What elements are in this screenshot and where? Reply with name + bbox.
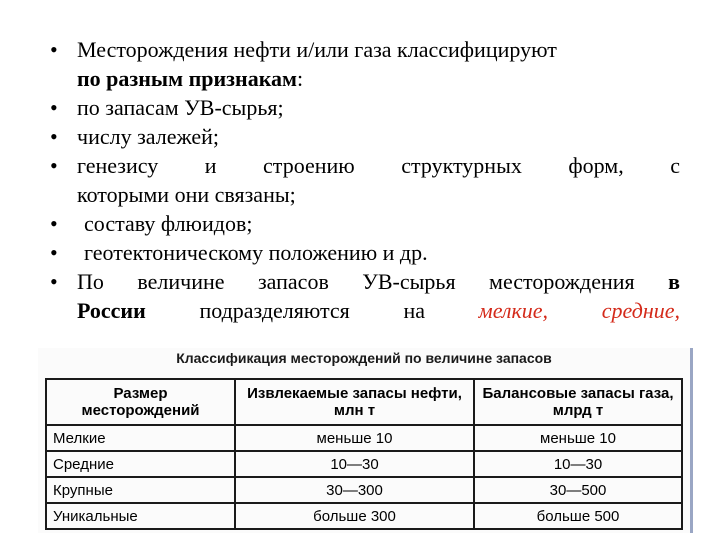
list-item-text: генезису и строению структурных форм, с (77, 153, 680, 178)
header-gas-reserves: Балансовые запасы газа, млрд т (474, 379, 682, 425)
list-item (40, 267, 680, 325)
table-row (46, 451, 682, 477)
bullet-icon: • (50, 211, 58, 236)
list-item-bold: России (77, 298, 146, 323)
cell-size: Уникальные (46, 503, 235, 529)
bullet-icon: • (50, 37, 58, 62)
cell-gas: 10—30 (474, 451, 682, 477)
list-item (40, 93, 680, 122)
classification-table-figure (38, 348, 693, 533)
table-row (46, 503, 682, 529)
list-item-text: подразделяются на (199, 298, 425, 323)
cell-oil: 30—300 (235, 477, 474, 503)
list-item (40, 122, 680, 151)
cell-oil: меньше 10 (235, 425, 474, 451)
list-item-text: геотектоническому положению и др. (84, 240, 428, 265)
cell-oil: больше 300 (235, 503, 474, 529)
list-item-text: Месторождения нефти и/или газа классифицируют (77, 37, 557, 62)
list-item-text: : (297, 66, 304, 91)
list-item-line (77, 296, 680, 325)
cell-size: Средние (46, 451, 235, 477)
highlight-text: мелкие, средние, (478, 298, 681, 323)
list-item-text: которыми они связаны; (77, 182, 296, 207)
header-oil-reserves: Извлекаемые запасы нефти, млн т (235, 379, 474, 425)
list-item-line (77, 267, 680, 296)
list-item-bold: по разным признакам (77, 66, 298, 91)
list-item-text: по запасам УВ-сырья; (77, 95, 284, 120)
list-item (40, 151, 680, 209)
cell-oil: 10—30 (235, 451, 474, 477)
table-header-row (46, 379, 682, 425)
cell-gas: меньше 10 (474, 425, 682, 451)
table-caption: Классификация месторождений по величине запасов (176, 350, 552, 366)
bullet-icon: • (50, 269, 58, 294)
list-item (40, 209, 680, 238)
list-item-text: составу флюидов; (84, 211, 253, 236)
table-row (46, 477, 682, 503)
list-item-text: По величине запасов УВ-сырья месторождения (77, 269, 635, 294)
table-row (46, 425, 682, 451)
list-item-text: числу залежей; (77, 124, 220, 149)
list-item-bold: в (668, 269, 680, 294)
list-item (40, 238, 680, 267)
cell-gas: 30—500 (474, 477, 682, 503)
bullet-icon: • (50, 240, 58, 265)
header-size: Размер месторождений (46, 379, 235, 425)
bullet-list (40, 35, 680, 325)
cell-gas: больше 500 (474, 503, 682, 529)
bullet-icon: • (50, 153, 58, 178)
classification-table (45, 378, 683, 530)
cell-size: Мелкие (46, 425, 235, 451)
cell-size: Крупные (46, 477, 235, 503)
bullet-icon: • (50, 124, 58, 149)
bullet-icon: • (50, 95, 58, 120)
list-item (40, 35, 680, 93)
